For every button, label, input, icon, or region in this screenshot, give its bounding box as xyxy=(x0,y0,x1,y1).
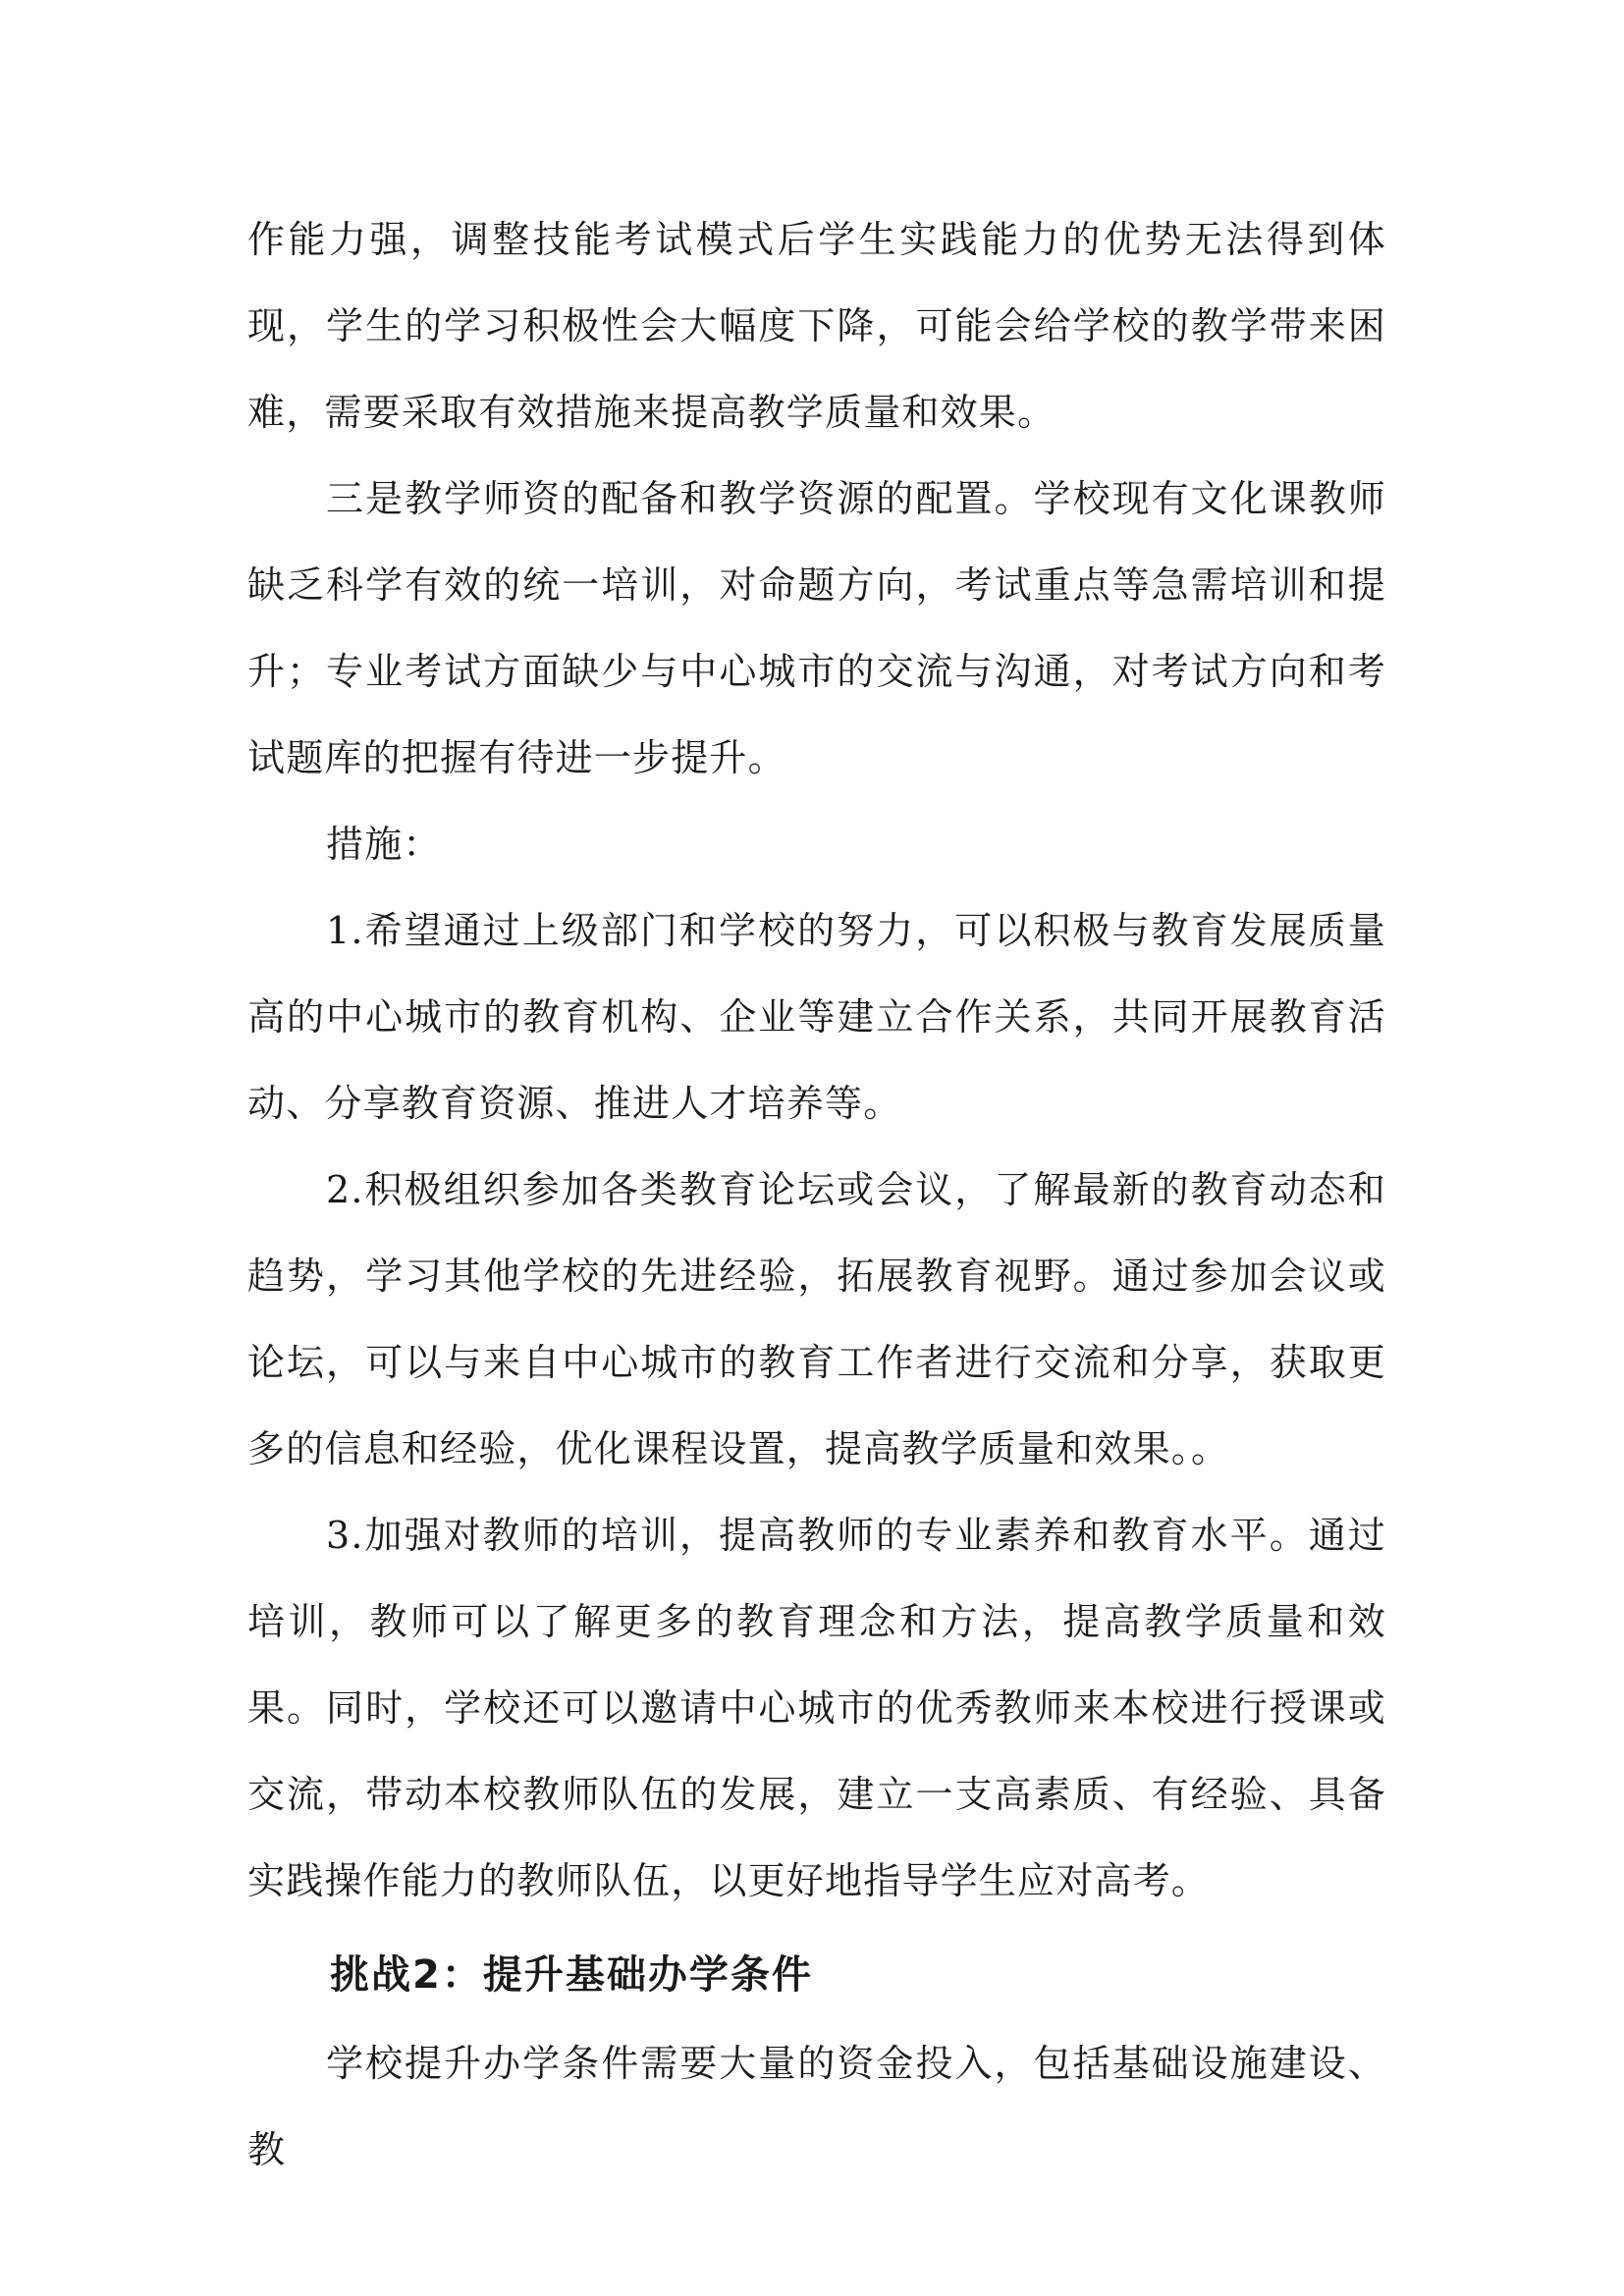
document-body xyxy=(247,196,1386,2193)
paragraph-measure-1: 1.希望通过上级部门和学校的努力，可以积极与教育发展质量高的中心城市的教育机构、企业等建立合作关系，共同开展教育活动、分享教育资源、推进人才培养等。 xyxy=(247,909,1386,1125)
paragraph-measure-3: 3.加强对教师的培训，提高教师的专业素养和教育水平。通过培训，教师可以了解更多的教育理念和方法，提高教学质量和效果。同时，学校还可以邀请中心城市的优秀教师来本校进行授课或交流，带动本校教师队伍的发展，建立一支高素质、有经验、具备实践操作能力的教师队伍，以更好地指导学生应对高考。 xyxy=(247,1514,1386,1902)
paragraph-measures-label: 措施： xyxy=(326,823,442,866)
paragraph-teaching-staff: 三是教学师资的配备和教学资源的配置。学校现有文化课教师缺乏科学有效的统一培训，对命题方向，考试重点等急需培训和提升；专业考试方面缺少与中心城市的交流与沟通，对考试方向和考试题库的把握有待进一步提升。 xyxy=(247,477,1386,779)
paragraph-continuation: 作能力强，调整技能考试模式后学生实践能力的优势无法得到体现，学生的学习积极性会大幅度下降，可能会给学校的教学带来困难，需要采取有效措施来提高教学质量和效果。 xyxy=(247,218,1386,434)
paragraph-school-conditions: 学校提升办学条件需要大量的资金投入，包括基础设施建设、教 xyxy=(247,2042,1386,2171)
section-heading-challenge-2: 挑战2：提升基础办学条件 xyxy=(330,1952,813,1998)
paragraph-measure-2: 2.积极组织参加各类教育论坛或会议，了解最新的教育动态和趋势，学习其他学校的先进经验，拓展教育视野。通过参加会议或论坛，可以与来自中心城市的教育工作者进行交流和分享，获取更多的信息和经验，优化课程设置，提高教学质量和效果。。 xyxy=(247,1168,1386,1470)
